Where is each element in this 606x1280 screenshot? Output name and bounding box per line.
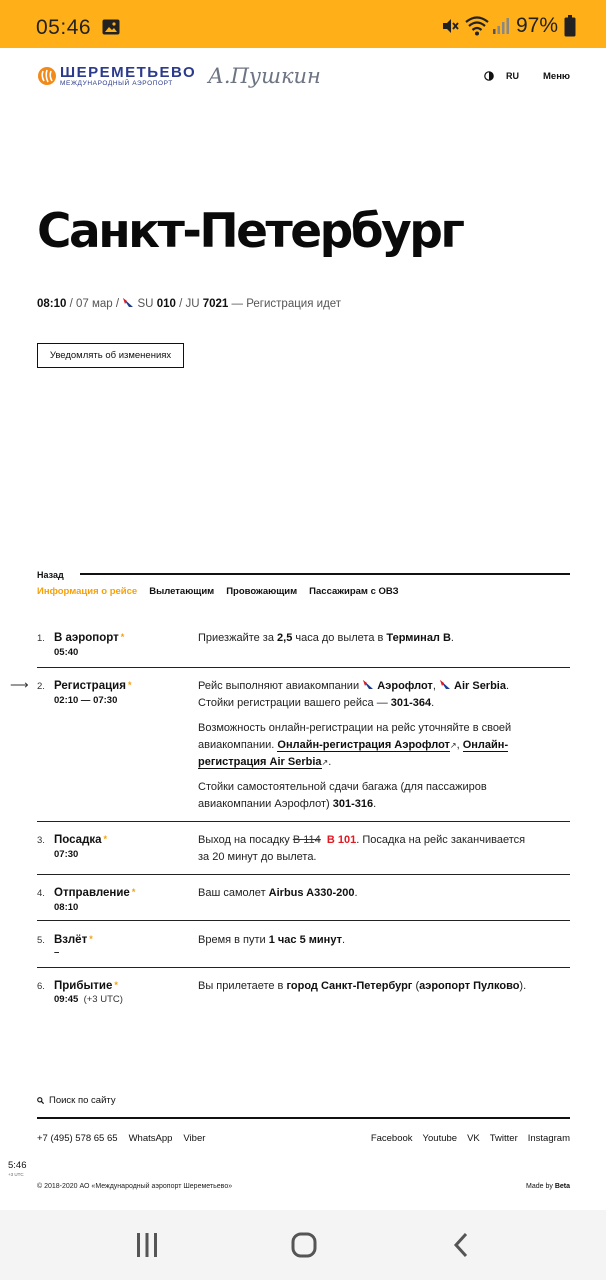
- sheremetyevo-logo-icon[interactable]: [37, 66, 57, 86]
- footer-divider: [37, 1117, 570, 1119]
- step-description: Вы прилетаете в город Санкт-Петербург (аэропорт Пулково).: [198, 980, 527, 992]
- language-switch[interactable]: RU: [506, 71, 519, 81]
- step-name: Прибытие *: [54, 980, 118, 992]
- gallery-icon: [102, 19, 120, 35]
- new-gate: B 101: [326, 834, 357, 846]
- step-name: Регистрация *: [54, 680, 132, 692]
- flight-time: 08:10: [37, 298, 67, 310]
- back-divider: [80, 573, 570, 575]
- contrast-icon[interactable]: [484, 71, 494, 81]
- airline1-number: 010: [156, 298, 176, 310]
- battery-icon: [564, 15, 576, 37]
- airline-aeroflot: Аэрофлот: [377, 680, 433, 692]
- step-time: 05:40: [54, 647, 79, 658]
- status-icons: [440, 13, 576, 39]
- old-gate: B 114: [292, 834, 321, 846]
- step-divider: [37, 920, 570, 921]
- step-time: 08:10: [54, 902, 79, 913]
- step-number: 6.: [37, 981, 45, 992]
- copyright: © 2018-2020 АО «Международный аэропорт Шереметьево»: [37, 1183, 233, 1190]
- airline2-code: JU: [185, 298, 200, 310]
- viber-link[interactable]: Viber: [183, 1133, 206, 1144]
- step-description: Выход на посадку B 114 B 101. Посадка на рейс заканчивается за 20 минут до вылета.: [198, 834, 526, 863]
- made-by: Made by Beta: [526, 1183, 570, 1190]
- flight-status: Регистрация идет: [246, 298, 342, 310]
- step-divider: [37, 874, 570, 875]
- step-description: Рейс выполняют авиакомпании Аэрофлот, Air Serbia. Стойки регистрации вашего рейса — 301-364. Возможность онлайн-регистрации на рейс уточняйте в своей авиакомпании. Онлайн-регистрация Аэрофлот↗, Онлайн-регистрация Air Serbia↗. Стойки самостоятельной сдачи багажа (для пассажиров авиакомпании Аэрофлот) 301-316.: [198, 680, 512, 810]
- battery-percent: 97%: [515, 14, 558, 37]
- step-time: 07:30: [54, 849, 79, 860]
- step-divider: [37, 667, 570, 668]
- external-link-icon: ↗: [321, 758, 329, 767]
- step-divider: [37, 967, 570, 968]
- phone-link[interactable]: +7 (495) 578 65 65: [37, 1133, 118, 1144]
- step-number: 1.: [37, 633, 45, 644]
- signal-icon: [492, 16, 510, 36]
- aeroflot-checkin-link[interactable]: Онлайн-регистрация Аэрофлот: [277, 739, 450, 751]
- aeroflot-icon: [362, 679, 374, 690]
- android-nav-bar: [0, 1210, 606, 1280]
- status-bar: [0, 0, 606, 48]
- step-description: Время в пути 1 час 5 минут.: [198, 934, 346, 946]
- pushkin-signature: А.Пушкин: [208, 64, 321, 88]
- notify-button[interactable]: Уведомлять об изменениях: [37, 343, 184, 368]
- twitter-link[interactable]: Twitter: [489, 1133, 518, 1144]
- step-time: –: [54, 947, 60, 958]
- airline2-number: 7021: [202, 298, 229, 310]
- instagram-link[interactable]: Instagram: [527, 1133, 570, 1144]
- made-by-link[interactable]: Beta: [554, 1183, 570, 1190]
- step-divider: [37, 821, 570, 822]
- external-link-icon: ↗: [449, 741, 457, 750]
- step-name: В аэропорт *: [54, 632, 125, 644]
- step-number: 4.: [37, 888, 45, 899]
- tab-disabled-passengers[interactable]: Пассажирам с ОВЗ: [309, 586, 399, 597]
- step-name: Взлёт *: [54, 934, 93, 946]
- airline1-code: SU: [137, 298, 154, 310]
- info-tabs: [37, 586, 399, 597]
- step-description: Ваш самолет Airbus A330-200.: [198, 887, 358, 899]
- current-step-arrow-icon: ⟶: [10, 677, 29, 692]
- footer-social: [371, 1133, 570, 1144]
- site-search[interactable]: [37, 1095, 116, 1106]
- menu-button[interactable]: Меню: [543, 71, 571, 82]
- recent-apps-icon[interactable]: [135, 1232, 159, 1258]
- local-time: 5:46: [8, 1160, 27, 1171]
- wifi-icon: [464, 15, 490, 37]
- step-time: 02:10 — 07:30: [54, 695, 118, 706]
- flight-date: 07 мар: [76, 298, 113, 310]
- air-serbia-icon: [439, 679, 451, 690]
- whatsapp-link[interactable]: WhatsApp: [128, 1133, 173, 1144]
- step-description: Приезжайте за 2,5 часа до вылета в Терминал B.: [198, 632, 454, 644]
- status-time: 05:46: [36, 16, 92, 39]
- vk-link[interactable]: VK: [467, 1133, 480, 1144]
- logo-subtitle: МЕЖДУНАРОДНЫЙ АЭРОПОРТ: [60, 80, 173, 87]
- back-nav-icon[interactable]: [452, 1232, 470, 1258]
- step-number: 2.: [37, 681, 45, 692]
- footer-contacts: [37, 1133, 205, 1144]
- search-label: Поиск по сайту: [49, 1095, 116, 1106]
- search-icon: [37, 1097, 44, 1104]
- page-title: Санкт-Петербург: [37, 204, 463, 259]
- step-name: Посадка *: [54, 834, 108, 846]
- flight-summary: 08:10 / 07 мар / SU 010 / JU 7021 — Регистрация идет: [37, 298, 342, 310]
- aeroflot-icon: [122, 297, 134, 308]
- tab-seeing-off[interactable]: Провожающим: [226, 586, 298, 597]
- utc-label: +3 UTC: [8, 1172, 24, 1177]
- back-link[interactable]: Назад: [37, 570, 64, 580]
- air-serbia-checkin-link[interactable]: Онлайн-регистрация Air Serbia: [198, 739, 509, 768]
- logo-text[interactable]: [60, 64, 197, 88]
- step-time: 09:45 (+3 UTC): [54, 994, 123, 1005]
- step-number: 3.: [37, 835, 45, 846]
- home-icon[interactable]: [291, 1232, 317, 1258]
- step-number: 5.: [37, 935, 45, 946]
- airline-air-serbia: Air Serbia: [454, 680, 506, 692]
- facebook-link[interactable]: Facebook: [370, 1133, 413, 1144]
- tab-flight-info[interactable]: Информация о рейсе: [37, 586, 138, 597]
- logo-name: ШЕРЕМЕТЬЕВО: [60, 64, 197, 81]
- mute-icon: [440, 16, 460, 36]
- youtube-link[interactable]: Youtube: [422, 1133, 458, 1144]
- step-name: Отправление *: [54, 887, 136, 899]
- tab-departing[interactable]: Вылетающим: [149, 586, 215, 597]
